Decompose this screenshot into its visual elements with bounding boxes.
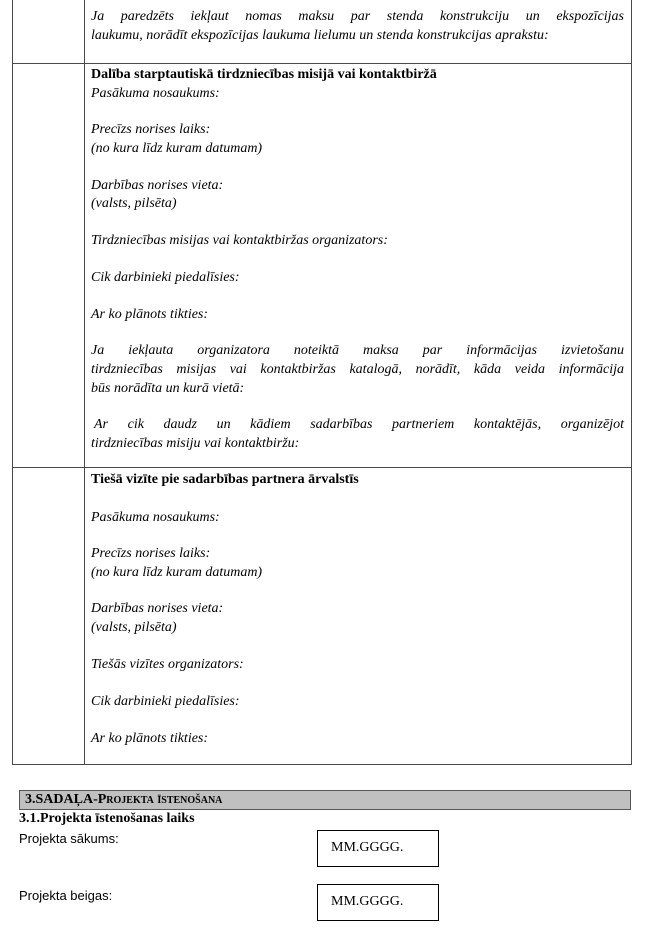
- row2-fee-line3: būs norādīta un kurā vietā:: [91, 381, 245, 396]
- row3-date-range-hint: (no kura līdz kuram datumam): [91, 565, 263, 580]
- section3-heading-bar: [19, 790, 631, 810]
- row2-location-label: Darbības norises vieta:: [91, 178, 224, 193]
- row1-text-line2: laukumu, norādīt ekspozīcijas laukuma lielumu un stenda konstrukcijas aprakstu:: [91, 28, 549, 43]
- row2-date-range-hint: (no kura līdz kuram datumam): [91, 141, 263, 156]
- table-right-border: [631, 0, 632, 764]
- row2-country-city-hint: (valsts, pilsēta): [91, 196, 177, 211]
- section3-heading: [25, 792, 222, 808]
- section3-heading-prefix: 3.SADAĻA-: [25, 792, 98, 807]
- project-start-value: MM.GGGG.: [331, 840, 404, 855]
- project-start-label: Projekta sākums:: [19, 831, 119, 846]
- row2-exact-time-label: Precīzs norises laiks:: [91, 122, 211, 137]
- row2-meet-whom-label: Ar ko plānots tikties:: [91, 307, 209, 322]
- project-end-label: Projekta beigas:: [19, 888, 113, 903]
- row2-title: Dalība starptautiskā tirdzniecības misijā vai kontaktbiržā: [91, 67, 437, 82]
- row3-title: Tiešā vizīte pie sadarbības partnera ārvalstīs: [91, 472, 359, 487]
- row3-location-label: Darbības norises vieta:: [91, 601, 224, 616]
- project-end-field[interactable]: [317, 884, 439, 921]
- row3-event-name-label: Pasākuma nosaukums:: [91, 510, 220, 525]
- row2-fee-line2: tirdzniecības misijas vai kontaktbiržas katalogā, norādīt, kāda veida informācija: [91, 362, 624, 377]
- table-inner-border: [84, 0, 85, 764]
- row2-fee-line1: Ja iekļauta organizatora noteiktā maksa par informācijas izvietošanu: [91, 343, 624, 358]
- row2-partners-line2: tirdzniecības misiju vai kontaktbiržu:: [91, 436, 300, 451]
- row2-employees-label: Cik darbinieki piedalīsies:: [91, 270, 240, 285]
- row3-exact-time-label: Precīzs norises laiks:: [91, 546, 211, 561]
- row3-organizer-label: Tiešās vizītes organizators:: [91, 657, 244, 672]
- row2-organizer-label: Tirdzniecības misijas vai kontaktbiržas organizators:: [91, 233, 388, 248]
- row3-employees-label: Cik darbinieki piedalīsies:: [91, 694, 240, 709]
- row-divider-2: [12, 467, 632, 468]
- project-end-value: MM.GGGG.: [331, 894, 404, 909]
- row2-partners-line1: Ar cik daudz un kādiem sadarbības partneriem kontaktējās, organizējot: [94, 417, 624, 432]
- section3-heading-title: Projekta īstenošana: [97, 792, 223, 807]
- row1-text-line1: Ja paredzēts iekļaut nomas maksu par stenda konstrukciju un ekspozīcijas: [91, 9, 624, 24]
- row2-event-name-label: Pasākuma nosaukums:: [91, 86, 220, 101]
- row3-country-city-hint: (valsts, pilsēta): [91, 620, 177, 635]
- section3-subheading: 3.1.Projekta īstenošanas laiks: [19, 811, 195, 826]
- project-start-field[interactable]: [317, 830, 439, 867]
- row-divider-1: [12, 63, 632, 64]
- row3-meet-whom-label: Ar ko plānots tikties:: [91, 731, 209, 746]
- table-left-border: [12, 0, 13, 764]
- table-bottom-border: [12, 764, 632, 765]
